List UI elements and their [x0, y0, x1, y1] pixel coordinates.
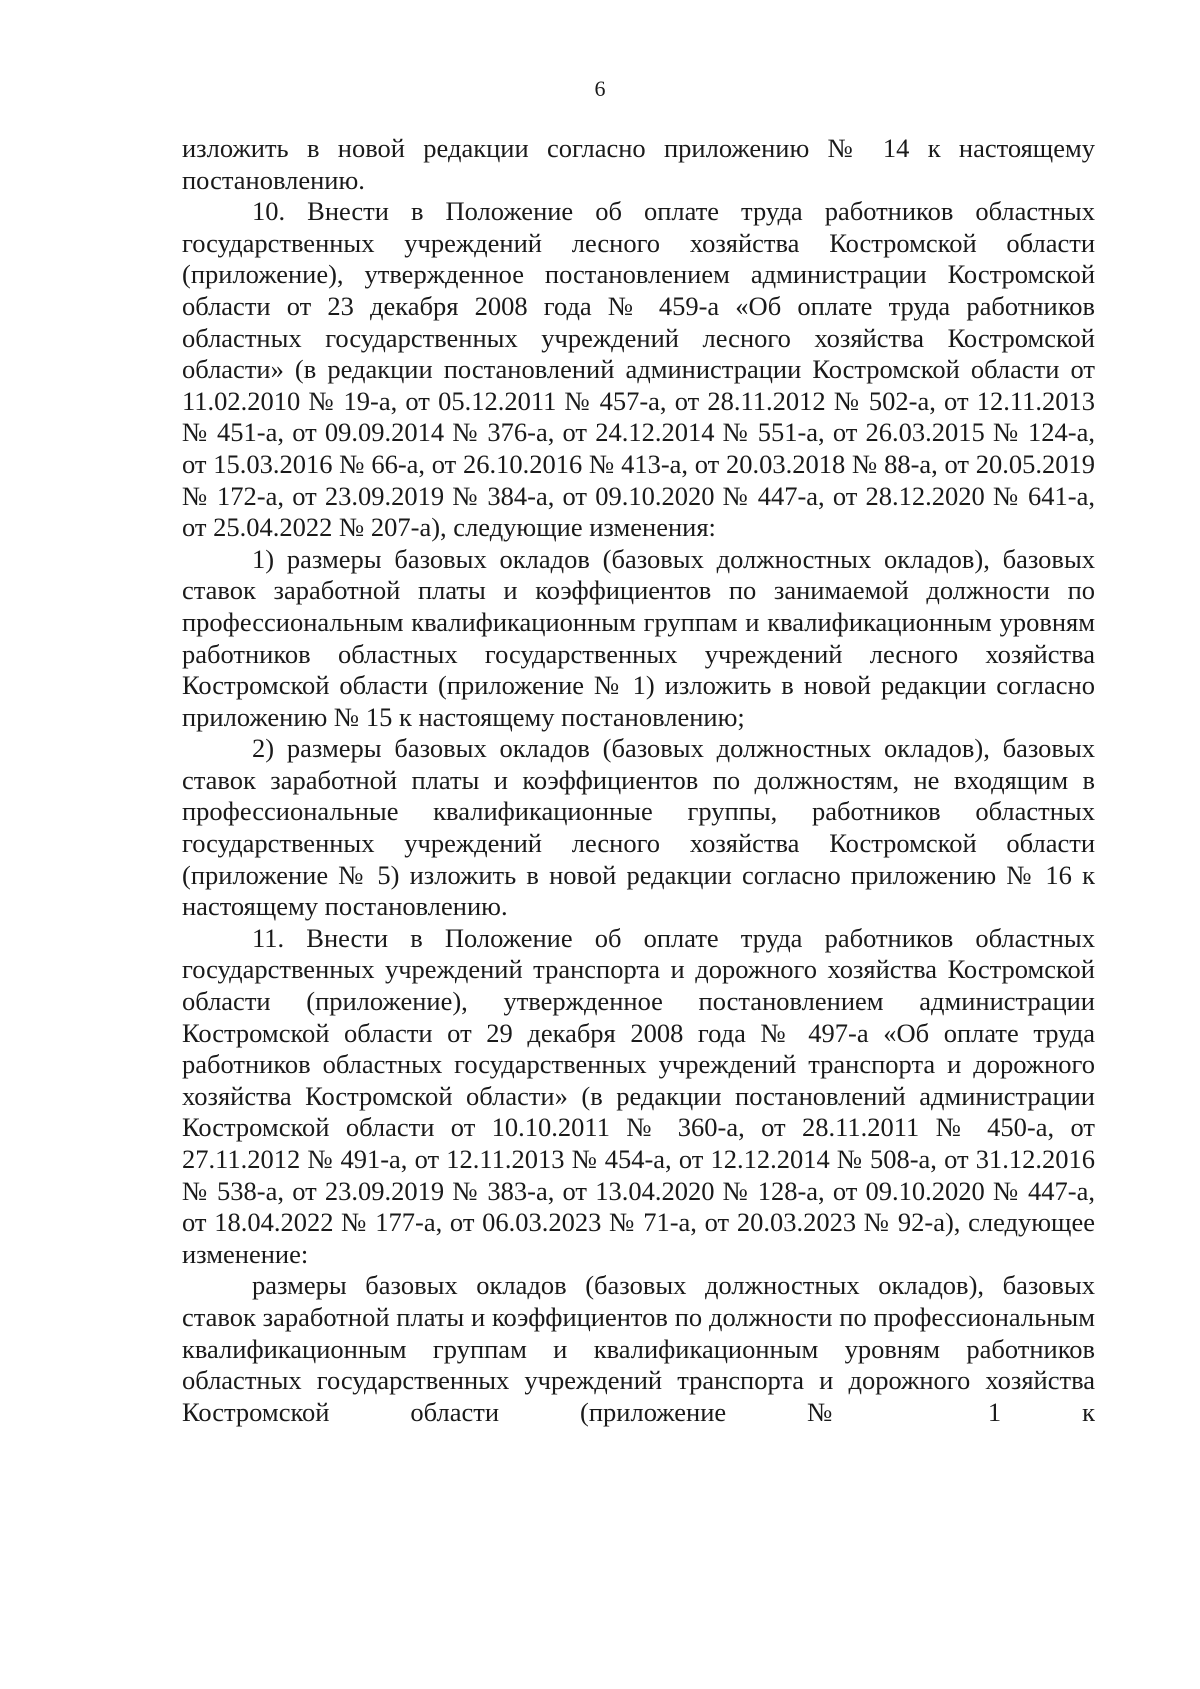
paragraph-item-10-sub-2: 2) размеры базовых окладов (базовых должностных окладов), базовых ставок заработной платы и коэффициентов по должностям, не входящим в профессиональные квалификационные группы, работников областных государственных учреждений лесного хозяйства Костромской области (приложение № 5) изложить в новой редакции согласно приложению № 16 к настоящему постановлению. — [182, 733, 1095, 922]
document-body — [182, 133, 1095, 1428]
paragraph-continuation: изложить в новой редакции согласно приложению № 14 к настоящему постановлению. — [182, 133, 1095, 195]
paragraph-item-11-change: размеры базовых окладов (базовых должностных окладов), базовых ставок заработной платы и коэффициентов по должности по профессиональным квалификационным группам и квалификационным уровням работников областных государственных учреждений транспорта и дорожного хозяйства Костромской области (приложение № 1 к — [182, 1270, 1095, 1427]
page-number: 6 — [594, 76, 606, 101]
paragraph-item-11: 11. Внести в Положение об оплате труда работников областных государственных учреждений транспорта и дорожного хозяйства Костромской области (приложение), утвержденное постановлением администрации Костромской области от 29 декабря 2008 года № 497-а «Об оплате труда работников областных государственных учреждений транспорта и дорожного хозяйства Костромской области» (в редакции постановлений администрации Костромской области от 10.10.2011 № 360-а, от 28.11.2011 № 450-а, от 27.11.2012 № 491-а, от 12.11.2013 № 454-а, от 12.12.2014 № 508-а, от 31.12.2016 № 538-а, от 23.09.2019 № 383-а, от 13.04.2020 № 128-а, от 09.10.2020 № 447-а, от 18.04.2022 № 177-а, от 06.03.2023 № 71-а, от 20.03.2023 № 92-а), следующее изменение: — [182, 922, 1095, 1269]
paragraph-item-10-sub-1: 1) размеры базовых окладов (базовых должностных окладов), базовых ставок заработной платы и коэффициентов по занимаемой должности по профессиональным квалификационным группам и квалификационным уровням работников областных государственных учреждений лесного хозяйства Костромской области (приложение № 1) изложить в новой редакции согласно приложению № 15 к настоящему постановлению; — [182, 543, 1095, 732]
paragraph-item-10: 10. Внести в Положение об оплате труда работников областных государственных учреждений лесного хозяйства Костромской области (приложение), утвержденное постановлением администрации Костромской области от 23 декабря 2008 года № 459-а «Об оплате труда работников областных государственных учреждений лесного хозяйства Костромской области» (в редакции постановлений администрации Костромской области от 11.02.2010 № 19-а, от 05.12.2011 № 457-а, от 28.11.2012 № 502-а, от 12.11.2013 № 451-а, от 09.09.2014 № 376-а, от 24.12.2014 № 551-а, от 26.03.2015 № 124-а, от 15.03.2016 № 66-а, от 26.10.2016 № 413-а, от 20.03.2018 № 88-а, от 20.05.2019 № 172-а, от 23.09.2019 № 384-а, от 09.10.2020 № 447-а, от 28.12.2020 № 641-а, от 25.04.2022 № 207-а), следующие изменения: — [182, 196, 1095, 543]
